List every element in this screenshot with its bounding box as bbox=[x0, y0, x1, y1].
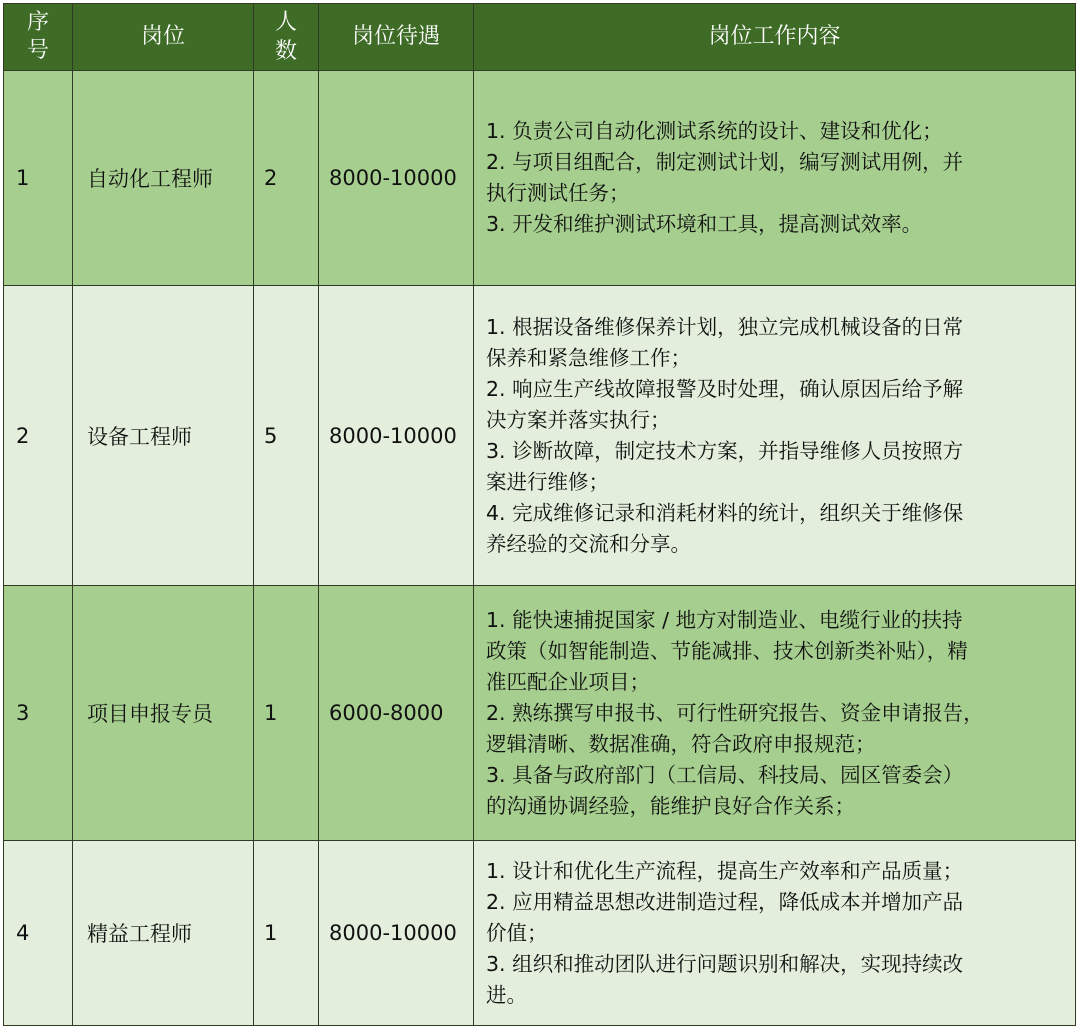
duty-line: 3. 组织和推动团队进行问题识别和解决，实现持续改 bbox=[486, 951, 964, 976]
cell-pay: 6000-8000 bbox=[319, 586, 474, 841]
cell-position: 项目申报专员 bbox=[73, 586, 254, 841]
duty-line: 进。 bbox=[486, 982, 527, 1007]
duty-line: 3. 诊断故障，制定技术方案，并指导维修人员按照方 bbox=[486, 438, 964, 463]
duty-line: 决方案并落实执行； bbox=[486, 407, 671, 432]
cell-serial-number: 4 bbox=[4, 841, 73, 1026]
duty-line: 逻辑清晰、数据准确，符合政府申报规范； bbox=[486, 731, 876, 756]
header-pay: 岗位待遇 bbox=[319, 4, 474, 71]
header-serial-line1: 序 bbox=[26, 10, 49, 35]
cell-headcount: 1 bbox=[254, 841, 319, 1026]
duty-line: 1. 能快速捕捉国家 / 地方对制造业、电缆行业的扶持 bbox=[486, 607, 963, 632]
cell-serial-number: 3 bbox=[4, 586, 73, 841]
cell-position: 精益工程师 bbox=[73, 841, 254, 1026]
duty-line: 案进行维修； bbox=[486, 469, 609, 494]
duty-line: 执行测试任务； bbox=[486, 181, 630, 205]
table-row bbox=[4, 286, 1076, 586]
cell-pay: 8000-10000 bbox=[319, 71, 474, 286]
duty-line: 价值； bbox=[486, 920, 548, 945]
duty-line: 3. 具备与政府部门（工信局、科技局、园区管委会） bbox=[486, 762, 964, 787]
cell-serial-number: 1 bbox=[4, 71, 73, 286]
cell-pay: 8000-10000 bbox=[319, 841, 474, 1026]
header-position: 岗位 bbox=[73, 4, 254, 71]
job-table bbox=[3, 3, 1076, 1026]
duty-line: 1. 根据设备维修保养计划，独立完成机械设备的日常 bbox=[486, 314, 964, 339]
header-serial-line2: 号 bbox=[26, 38, 49, 63]
header-headcount-line1: 人 bbox=[274, 10, 297, 35]
cell-headcount: 1 bbox=[254, 586, 319, 841]
duty-line: 2. 应用精益思想改进制造过程，降低成本并增加产品 bbox=[486, 889, 964, 914]
cell-duties bbox=[474, 286, 1076, 586]
cell-pay: 8000-10000 bbox=[319, 286, 474, 586]
table-row bbox=[4, 841, 1076, 1026]
duty-line: 3. 开发和维护测试环境和工具，提高测试效率。 bbox=[486, 212, 923, 236]
duty-line: 1. 设计和优化生产流程，提高生产效率和产品质量； bbox=[486, 858, 964, 883]
table-row bbox=[4, 71, 1076, 286]
job-table-container bbox=[3, 3, 1075, 1025]
cell-duties bbox=[474, 71, 1076, 286]
duty-line: 4. 完成维修记录和消耗材料的统计，组织关于维修保 bbox=[486, 500, 964, 525]
duty-line: 2. 熟练撰写申报书、可行性研究报告、资金申请报告， bbox=[486, 700, 984, 725]
cell-headcount: 2 bbox=[254, 71, 319, 286]
cell-position: 设备工程师 bbox=[73, 286, 254, 586]
duty-line: 养经验的交流和分享。 bbox=[486, 531, 691, 556]
duty-line: 准匹配企业项目； bbox=[486, 669, 650, 694]
duty-line: 的沟通协调经验，能维护良好合作关系； bbox=[486, 793, 855, 818]
duty-line: 2. 响应生产线故障报警及时处理，确认原因后给予解 bbox=[486, 376, 964, 401]
header-row bbox=[4, 4, 1076, 71]
duty-line: 保养和紧急维修工作； bbox=[486, 345, 691, 370]
cell-duties bbox=[474, 586, 1076, 841]
header-duties: 岗位工作内容 bbox=[474, 4, 1076, 71]
cell-headcount: 5 bbox=[254, 286, 319, 586]
cell-serial-number: 2 bbox=[4, 286, 73, 586]
cell-position: 自动化工程师 bbox=[73, 71, 254, 286]
table-row bbox=[4, 586, 1076, 841]
cell-duties bbox=[474, 841, 1076, 1026]
header-serial-number bbox=[4, 4, 73, 71]
header-headcount-line2: 数 bbox=[274, 39, 297, 64]
duty-line: 1. 负责公司自动化测试系统的设计、建设和优化； bbox=[486, 119, 943, 143]
duty-line: 政策（如智能制造、节能减排、技术创新类补贴），精 bbox=[486, 638, 968, 663]
header-headcount bbox=[254, 4, 319, 71]
duty-line: 2. 与项目组配合，制定测试计划，编写测试用例，并 bbox=[486, 150, 964, 174]
